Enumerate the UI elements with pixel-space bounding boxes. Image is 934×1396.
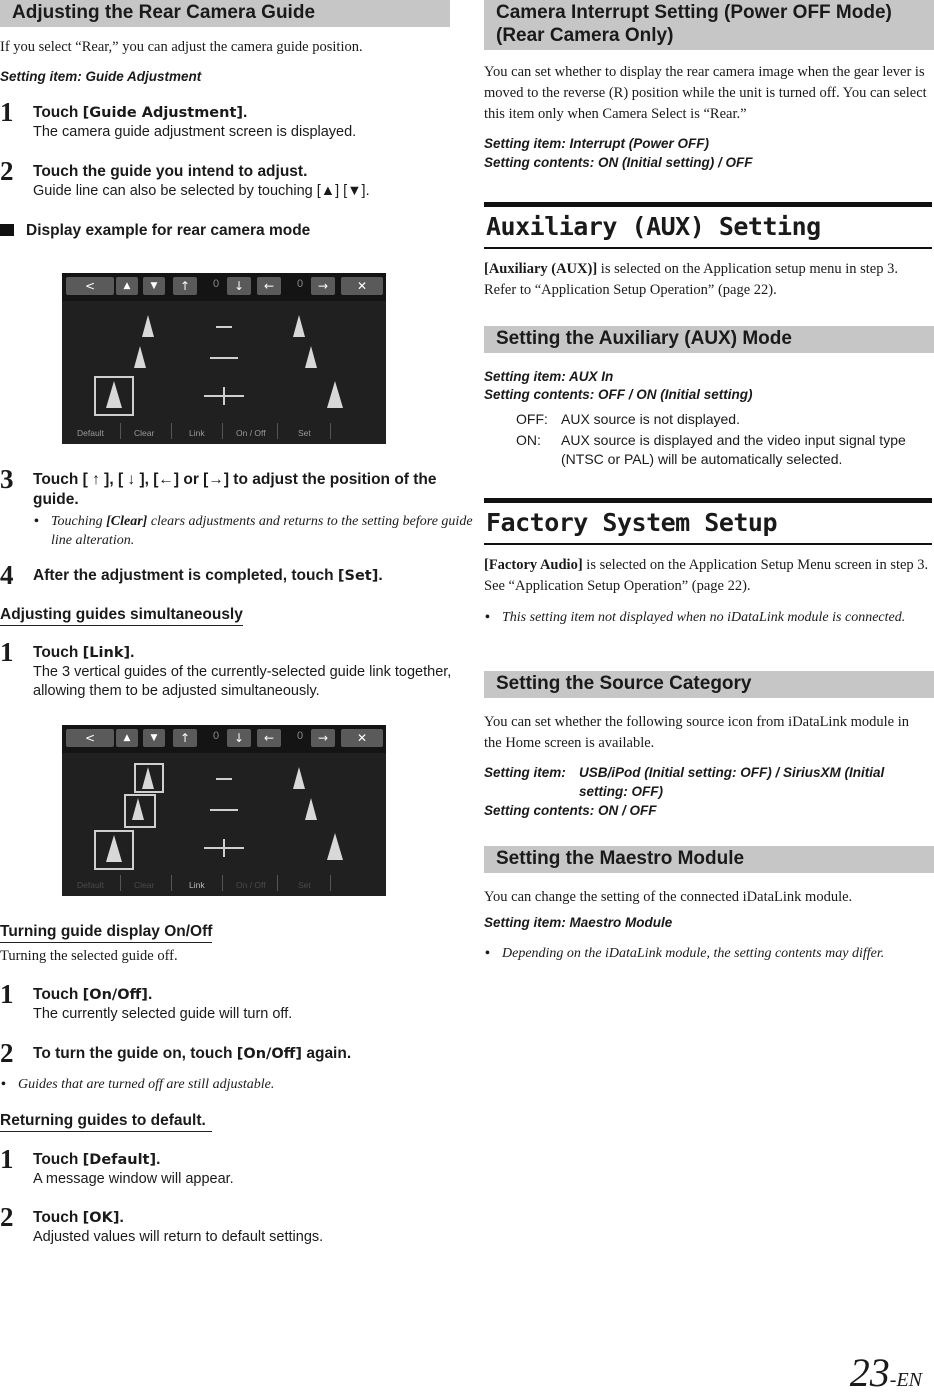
move-down-button[interactable]: ↓ — [227, 729, 251, 747]
step-description: The 3 vertical guides of the currently-selected guide link together, allowing them to be adjusted simultaneously. — [33, 664, 452, 699]
step-number: 1 — [0, 1144, 14, 1174]
back-button[interactable]: < — [66, 277, 114, 295]
guide-up-button[interactable]: ▲ — [116, 277, 138, 295]
source-text: You can set whether the following source icon from iDataLink module in the Home screen is available. — [484, 714, 909, 751]
setting-item-aux-in: Setting item: AUX In — [484, 369, 614, 384]
guide-cone-left-top[interactable] — [142, 767, 154, 789]
maestro-note: • Depending on the iDataLink module, the setting contents may differ. — [485, 946, 885, 961]
step-description: The currently selected guide will turn off. — [33, 1006, 293, 1022]
subheading-adjust-simultaneously: Adjusting guides simultaneously — [0, 606, 243, 626]
set-button[interactable]: Set — [298, 428, 311, 438]
guide-off-text: Turning the selected guide off. — [0, 948, 178, 964]
guide-cone-right-top[interactable] — [293, 315, 305, 337]
display-example-heading: Display example for rear camera mode — [0, 222, 310, 240]
guide-cone-left-bottom[interactable] — [106, 381, 122, 408]
setting-item-interrupt: Setting item: Interrupt (Power OFF) — [484, 136, 709, 151]
section-header-aux-mode: Setting the Auxiliary (AUX) Mode — [484, 326, 934, 353]
guide-cone-right-bottom[interactable] — [327, 833, 343, 860]
section-header-aux: Auxiliary (AUX) Setting — [484, 202, 932, 249]
step-4-set: 4 After the adjustment is completed, touch [Set]. — [0, 560, 383, 590]
default-button-label: [Default] — [82, 1152, 157, 1168]
step-description: The camera guide adjustment screen is displayed. — [33, 124, 357, 140]
default-button[interactable]: Default — [77, 428, 104, 438]
guide-cone-right-mid[interactable] — [305, 346, 317, 368]
back-button[interactable]: < — [66, 729, 114, 747]
step-on-off-2: 2 To turn the guide on, touch [On/Off] again. — [0, 1038, 352, 1068]
section-header-source-category: Setting the Source Category — [484, 671, 934, 698]
section-header-camera-interrupt: Camera Interrupt Setting (Power OFF Mode) (Rear Camera Only) — [484, 0, 934, 50]
section-header-rear-camera-guide: Adjusting the Rear Camera Guide — [0, 0, 450, 27]
step-number: 1 — [0, 979, 14, 1009]
step-3-adjust-position — [0, 464, 473, 550]
vertical-offset-value: 0 — [213, 730, 220, 742]
guide-line-top[interactable] — [216, 778, 232, 780]
ok-button-label: [OK] — [82, 1210, 120, 1226]
aux-text: [Auxiliary (AUX)] is selected on the Application setup menu in step 3. Refer to “Application Setup Operation” (page 22). — [484, 261, 898, 298]
clear-button[interactable]: Clear — [134, 880, 155, 890]
clear-note: • Touching [Clear] clears adjustments and returns to the setting before guide line alteration. — [34, 514, 473, 548]
maestro-text: You can change the setting of the connected iDataLink module. — [484, 889, 853, 905]
step-title: Touch the guide you intend to adjust. — [33, 163, 308, 180]
setting-item-guide-adjustment: Setting item: Guide Adjustment — [0, 69, 202, 84]
step-number: 1 — [0, 637, 14, 667]
square-bullet-icon — [0, 224, 14, 236]
setting-item-maestro: Setting item: Maestro Module — [484, 915, 673, 930]
step-2-touch-guide — [0, 156, 473, 201]
step-default-2: 2 Touch [OK]. Adjusted values will return to default settings. — [0, 1208, 473, 1247]
factory-text: [Factory Audio] is selected on the Application Setup Menu screen in step 3. See “Application Setup Operation” (page 22). — [484, 557, 929, 594]
step-title: Touch [ ↑ ], [ ↓ ], [←] or [→] to adjust the position of the guide. — [33, 471, 437, 508]
guide-cone-left-top[interactable] — [142, 315, 154, 337]
on-off-button[interactable]: On / Off — [236, 428, 266, 438]
on-off-button-label: [On/Off] — [82, 987, 148, 1003]
step-number: 4 — [0, 560, 14, 590]
move-up-button[interactable]: ↑ — [173, 277, 197, 295]
step-number: 2 — [0, 1202, 14, 1232]
step-description: Guide line can also be selected by touching [▲] [▼]. — [33, 183, 370, 199]
camera-interrupt-text: You can set whether to display the rear camera image when the gear lever is moved to the reverse (R) position while the unit is turned off. You can select this item only when Camera Select is “Rear.” — [484, 64, 927, 122]
guide-adjustment-button-label: [Guide Adjustment] — [82, 105, 244, 121]
guide-cone-right-bottom[interactable] — [327, 381, 343, 408]
horizontal-offset-value: 0 — [297, 278, 304, 290]
step-number: 2 — [0, 156, 14, 186]
guide-line-bottom-tick — [223, 387, 225, 405]
subheading-return-default: Returning guides to default. — [0, 1112, 212, 1132]
intro-text: If you select “Rear,” you can adjust the camera guide position. — [0, 39, 363, 55]
aux-on-definition: ON: AUX source is displayed and the video input signal type (NTSC or PAL) will be automatically selected. — [516, 432, 906, 467]
default-button[interactable]: Default — [77, 880, 104, 890]
step-number: 1 — [0, 97, 14, 127]
step-default-1: 1 Touch [Default]. A message window will appear. — [0, 1150, 473, 1189]
on-off-button-label: [On/Off] — [236, 1046, 303, 1062]
move-left-button[interactable]: ← — [257, 277, 281, 295]
subheading-guide-on-off: Turning guide display On/Off — [0, 923, 212, 943]
guide-line-mid[interactable] — [210, 809, 238, 811]
factory-note: • This setting item not displayed when no iDataLink module is connected. — [485, 610, 906, 625]
step-number: 3 — [0, 464, 14, 494]
guide-cone-left-mid[interactable] — [132, 798, 144, 820]
guide-line-bottom-tick — [223, 839, 225, 857]
move-up-button[interactable]: ↑ — [173, 729, 197, 747]
guide-cone-right-top[interactable] — [293, 767, 305, 789]
link-button[interactable]: Link — [189, 880, 205, 890]
close-button[interactable]: ✕ — [341, 729, 383, 747]
guide-cone-left-mid[interactable] — [134, 346, 146, 368]
step-number: 2 — [0, 1038, 14, 1068]
guide-cone-right-mid[interactable] — [305, 798, 317, 820]
on-off-button[interactable]: On / Off — [236, 880, 266, 890]
link-button[interactable]: Link — [189, 428, 205, 438]
move-right-button[interactable]: → — [311, 277, 335, 295]
move-right-button[interactable]: → — [311, 729, 335, 747]
aux-off-definition: OFF: AUX source is not displayed. — [516, 411, 740, 427]
setting-contents-source: Setting contents: ON / OFF — [484, 803, 657, 818]
adjustable-note: • Guides that are turned off are still adjustable. — [1, 1077, 275, 1092]
horizontal-offset-value: 0 — [297, 730, 304, 742]
step-on-off-1: 1 Touch [On/Off]. The currently selected guide will turn off. — [0, 985, 473, 1024]
page-number: 23-EN — [849, 1350, 922, 1395]
camera-guide-screen-1 — [62, 273, 386, 444]
setting-item-source: Setting item: USB/iPod (Initial setting: OFF) / SiriusXM (Initial setting: OFF) — [484, 765, 885, 799]
guide-line-mid[interactable] — [210, 357, 238, 359]
step-1-guide-adjustment: 1 Touch [Guide Adjustment]. The camera guide adjustment screen is displayed. — [0, 103, 473, 142]
guide-down-button[interactable]: ▼ — [143, 729, 165, 747]
step-description: A message window will appear. — [33, 1171, 234, 1187]
section-header-maestro: Setting the Maestro Module — [484, 846, 934, 873]
move-left-button[interactable]: ← — [257, 729, 281, 747]
section-header-factory: Factory System Setup — [484, 498, 932, 545]
guide-cone-left-bottom[interactable] — [106, 835, 122, 862]
guide-up-button[interactable]: ▲ — [116, 729, 138, 747]
set-button-label: [Set] — [337, 568, 379, 584]
step-link: 1 Touch [Link]. The 3 vertical guides of the currently-selected guide link together, allowing them to be adjusted simultaneously. — [0, 643, 473, 701]
setting-contents-aux: Setting contents: OFF / ON (Initial setting) — [484, 387, 753, 402]
guide-line-top[interactable] — [216, 326, 232, 328]
guide-down-button[interactable]: ▼ — [143, 277, 165, 295]
move-down-button[interactable]: ↓ — [227, 277, 251, 295]
setting-contents-interrupt: Setting contents: ON (Initial setting) / OFF — [484, 155, 753, 170]
step-description: Adjusted values will return to default settings. — [33, 1229, 324, 1245]
vertical-offset-value: 0 — [213, 278, 220, 290]
clear-button[interactable]: Clear — [134, 428, 155, 438]
set-button[interactable]: Set — [298, 880, 311, 890]
close-button[interactable]: ✕ — [341, 277, 383, 295]
link-button-label: [Link] — [82, 645, 131, 661]
camera-guide-screen-2 — [62, 725, 386, 896]
